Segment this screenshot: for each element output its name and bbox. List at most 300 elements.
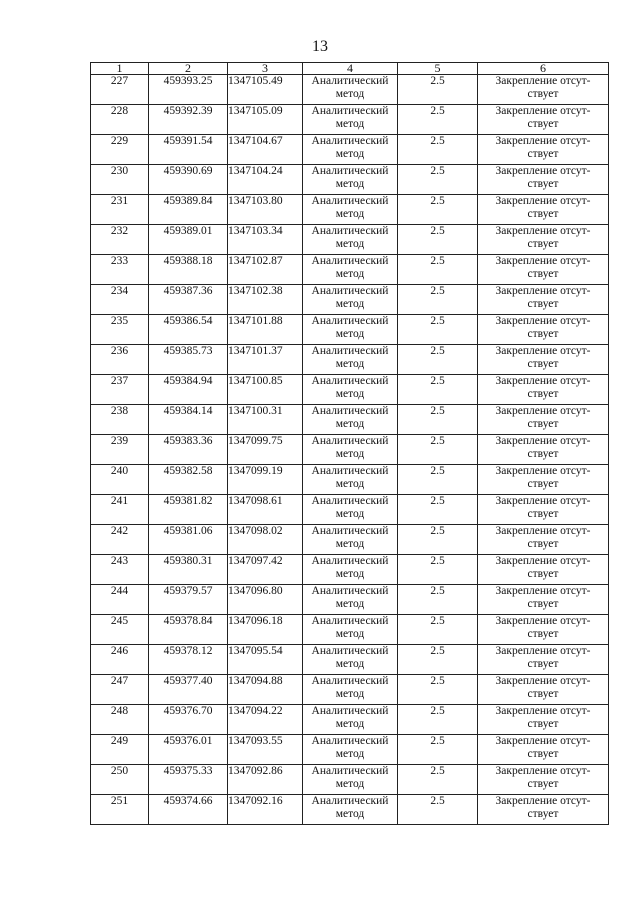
point-number-cell [91,195,149,225]
method-cell-text: Аналитический метод [311,345,389,370]
point-number-cell-text: 229 [110,135,129,147]
y-coordinate-cell [228,285,303,315]
y-coordinate-cell [228,345,303,375]
method-cell-text: Аналитический метод [311,315,389,340]
point-number-cell-text: 244 [110,585,129,597]
note-cell [478,435,609,465]
point-number-cell [91,555,149,585]
point-number-cell [91,255,149,285]
accuracy-cell-text: 2.5 [430,225,445,237]
x-coordinate-cell [149,765,228,795]
x-coordinate-cell-text: 459380.31 [163,555,213,567]
accuracy-cell [398,465,478,495]
table-row [91,105,609,135]
note-cell-text: Закрепление отсут- ствует [495,165,591,190]
x-coordinate-cell [149,225,228,255]
note-cell [478,465,609,495]
note-cell [478,345,609,375]
note-cell [478,705,609,735]
point-number-cell-text: 246 [110,645,129,657]
y-coordinate-cell-text: 1347092.16 [228,795,283,807]
point-number-cell-text: 239 [110,435,129,447]
point-number-cell [91,165,149,195]
point-number-cell-text: 248 [110,705,129,717]
note-cell [478,285,609,315]
accuracy-cell [398,225,478,255]
y-coordinate-cell-text: 1347094.88 [228,675,283,687]
x-coordinate-cell-text: 459376.70 [163,705,213,717]
y-coordinate-cell [228,225,303,255]
y-coordinate-cell [228,135,303,165]
y-coordinate-cell-text: 1347095.54 [228,645,283,657]
method-cell [303,645,398,675]
y-coordinate-cell-text: 1347100.85 [228,375,283,387]
x-coordinate-cell [149,315,228,345]
point-number-cell-text: 249 [110,735,129,747]
accuracy-cell-text: 2.5 [430,465,445,477]
y-coordinate-cell [228,375,303,405]
point-number-cell-text: 242 [110,525,129,537]
accuracy-cell-text: 2.5 [430,795,445,807]
accuracy-cell [398,675,478,705]
method-cell [303,195,398,225]
method-cell [303,435,398,465]
note-cell [478,225,609,255]
x-coordinate-cell [149,165,228,195]
accuracy-cell-text: 2.5 [430,375,445,387]
y-coordinate-cell-text: 1347096.18 [228,615,283,627]
accuracy-cell-text: 2.5 [430,135,445,147]
table-row [91,405,609,435]
y-coordinate-cell [228,75,303,105]
x-coordinate-cell-text: 459381.06 [163,525,213,537]
y-coordinate-cell-text: 1347101.88 [228,315,283,327]
point-number-cell-text: 234 [110,285,129,297]
y-coordinate-cell-text: 1347102.87 [228,255,283,267]
x-coordinate-cell [149,75,228,105]
point-number-cell [91,705,149,735]
header-row [91,63,609,75]
note-cell [478,165,609,195]
note-cell [478,675,609,705]
note-cell-text: Закрепление отсут- ствует [495,285,591,310]
point-number-cell-text: 240 [110,465,129,477]
method-cell [303,705,398,735]
accuracy-cell [398,135,478,165]
method-cell [303,615,398,645]
note-cell-text: Закрепление отсут- ствует [495,465,591,490]
method-cell [303,165,398,195]
method-cell-text: Аналитический метод [311,465,389,490]
x-coordinate-cell [149,465,228,495]
y-coordinate-cell [228,735,303,765]
x-coordinate-cell-text: 459385.73 [163,345,213,357]
table-row [91,675,609,705]
y-coordinate-cell-text: 1347103.34 [228,225,283,237]
method-cell-text: Аналитический метод [311,135,389,160]
method-cell-text: Аналитический метод [311,555,389,580]
table-row [91,645,609,675]
y-coordinate-cell [228,405,303,435]
y-coordinate-cell [228,255,303,285]
method-cell [303,375,398,405]
point-number-cell-text: 250 [110,765,129,777]
method-cell [303,315,398,345]
note-cell-text: Закрепление отсут- ствует [495,345,591,370]
note-cell-text: Закрепление отсут- ствует [495,795,591,820]
method-cell [303,525,398,555]
header-col-3: 3 [228,63,303,75]
accuracy-cell-text: 2.5 [430,585,445,597]
method-cell-text: Аналитический метод [311,435,389,460]
y-coordinate-cell-text: 1347099.75 [228,435,283,447]
note-cell-text: Закрепление отсут- ствует [495,495,591,520]
method-cell [303,285,398,315]
header-col-2: 2 [149,63,228,75]
method-cell-text: Аналитический метод [311,585,389,610]
y-coordinate-cell [228,645,303,675]
header-col-1: 1 [91,63,149,75]
x-coordinate-cell-text: 459389.84 [163,195,213,207]
method-cell-text: Аналитический метод [311,375,389,400]
accuracy-cell-text: 2.5 [430,165,445,177]
point-number-cell [91,795,149,825]
method-cell-text: Аналитический метод [311,75,389,100]
point-number-cell [91,615,149,645]
y-coordinate-cell [228,585,303,615]
note-cell-text: Закрепление отсут- ствует [495,645,591,670]
method-cell [303,255,398,285]
y-coordinate-cell-text: 1347102.38 [228,285,283,297]
accuracy-cell-text: 2.5 [430,525,445,537]
x-coordinate-cell [149,375,228,405]
accuracy-cell [398,345,478,375]
point-number-cell [91,495,149,525]
accuracy-cell [398,705,478,735]
method-cell-text: Аналитический метод [311,495,389,520]
x-coordinate-cell [149,285,228,315]
table-row [91,165,609,195]
y-coordinate-cell-text: 1347104.67 [228,135,283,147]
note-cell-text: Закрепление отсут- ствует [495,615,591,640]
method-cell-text: Аналитический метод [311,765,389,790]
method-cell [303,675,398,705]
accuracy-cell-text: 2.5 [430,315,445,327]
note-cell-text: Закрепление отсут- ствует [495,525,591,550]
accuracy-cell [398,255,478,285]
note-cell-text: Закрепление отсут- ствует [495,705,591,730]
accuracy-cell-text: 2.5 [430,705,445,717]
table-body [91,75,609,825]
x-coordinate-cell [149,525,228,555]
point-number-cell-text: 247 [110,675,129,687]
note-cell [478,75,609,105]
accuracy-cell [398,165,478,195]
accuracy-cell [398,615,478,645]
x-coordinate-cell-text: 459390.69 [163,165,213,177]
y-coordinate-cell [228,765,303,795]
x-coordinate-cell-text: 459374.66 [163,795,213,807]
method-cell-text: Аналитический метод [311,405,389,430]
page-number: 13 [312,38,328,55]
table-row [91,75,609,105]
x-coordinate-cell-text: 459392.39 [163,105,213,117]
point-number-cell-text: 245 [110,615,129,627]
note-cell-text: Закрепление отсут- ствует [495,315,591,340]
accuracy-cell [398,555,478,585]
x-coordinate-cell [149,195,228,225]
table-row [91,375,609,405]
table-row [91,465,609,495]
header-col-6: 6 [478,63,609,75]
note-cell-text: Закрепление отсут- ствует [495,75,591,100]
note-cell [478,135,609,165]
accuracy-cell-text: 2.5 [430,675,445,687]
y-coordinate-cell [228,495,303,525]
table-row [91,525,609,555]
method-cell [303,405,398,435]
accuracy-cell [398,285,478,315]
x-coordinate-cell-text: 459376.01 [163,735,213,747]
note-cell-text: Закрепление отсут- ствует [495,735,591,760]
y-coordinate-cell-text: 1347100.31 [228,405,283,417]
accuracy-cell-text: 2.5 [430,255,445,267]
accuracy-cell [398,765,478,795]
note-cell [478,375,609,405]
note-cell-text: Закрепление отсут- ствует [495,375,591,400]
point-number-cell-text: 232 [110,225,129,237]
note-cell-text: Закрепление отсут- ствует [495,765,591,790]
x-coordinate-cell-text: 459379.57 [163,585,213,597]
point-number-cell-text: 233 [110,255,129,267]
method-cell-text: Аналитический метод [311,285,389,310]
x-coordinate-cell [149,795,228,825]
accuracy-cell-text: 2.5 [430,645,445,657]
x-coordinate-cell [149,585,228,615]
method-cell-text: Аналитический метод [311,795,389,820]
accuracy-cell-text: 2.5 [430,105,445,117]
note-cell [478,405,609,435]
table-header [91,63,609,75]
accuracy-cell [398,795,478,825]
y-coordinate-cell [228,795,303,825]
point-number-cell-text: 238 [110,405,129,417]
point-number-cell [91,525,149,555]
y-coordinate-cell [228,195,303,225]
accuracy-cell [398,435,478,465]
point-number-cell [91,765,149,795]
y-coordinate-cell-text: 1347099.19 [228,465,283,477]
point-number-cell [91,345,149,375]
x-coordinate-cell-text: 459378.84 [163,615,213,627]
note-cell-text: Закрепление отсут- ствует [495,555,591,580]
point-number-cell [91,585,149,615]
method-cell [303,105,398,135]
note-cell [478,735,609,765]
note-cell [478,255,609,285]
y-coordinate-cell [228,615,303,645]
note-cell [478,585,609,615]
point-number-cell [91,435,149,465]
accuracy-cell [398,105,478,135]
point-number-cell [91,675,149,705]
point-number-cell [91,465,149,495]
point-number-cell [91,135,149,165]
table-row [91,705,609,735]
x-coordinate-cell [149,705,228,735]
x-coordinate-cell-text: 459388.18 [163,255,213,267]
point-number-cell-text: 237 [110,375,129,387]
point-number-cell-text: 231 [110,195,129,207]
point-number-cell [91,105,149,135]
x-coordinate-cell-text: 459381.82 [163,495,213,507]
method-cell [303,495,398,525]
accuracy-cell-text: 2.5 [430,555,445,567]
accuracy-cell-text: 2.5 [430,75,445,87]
method-cell [303,135,398,165]
x-coordinate-cell-text: 459384.14 [163,405,213,417]
method-cell-text: Аналитический метод [311,615,389,640]
accuracy-cell [398,735,478,765]
x-coordinate-cell [149,135,228,165]
accuracy-cell-text: 2.5 [430,285,445,297]
point-number-cell-text: 230 [110,165,129,177]
x-coordinate-cell-text: 459389.01 [163,225,213,237]
method-cell [303,765,398,795]
accuracy-cell [398,75,478,105]
note-cell [478,555,609,585]
method-cell [303,465,398,495]
x-coordinate-cell-text: 459391.54 [163,135,213,147]
note-cell-text: Закрепление отсут- ствует [495,195,591,220]
point-number-cell-text: 236 [110,345,129,357]
accuracy-cell [398,525,478,555]
x-coordinate-cell [149,675,228,705]
y-coordinate-cell-text: 1347098.61 [228,495,283,507]
y-coordinate-cell [228,315,303,345]
note-cell [478,195,609,225]
y-coordinate-cell-text: 1347097.42 [228,555,283,567]
y-coordinate-cell-text: 1347093.55 [228,735,283,747]
table-row [91,585,609,615]
point-number-cell [91,405,149,435]
accuracy-cell-text: 2.5 [430,195,445,207]
note-cell [478,495,609,525]
note-cell [478,615,609,645]
x-coordinate-cell [149,345,228,375]
header-col-5: 5 [398,63,478,75]
note-cell [478,525,609,555]
accuracy-cell [398,645,478,675]
method-cell [303,735,398,765]
x-coordinate-cell [149,435,228,465]
x-coordinate-cell-text: 459382.58 [163,465,213,477]
table-row [91,495,609,525]
x-coordinate-cell [149,555,228,585]
note-cell-text: Закрепление отсут- ствует [495,585,591,610]
note-cell-text: Закрепление отсут- ствует [495,135,591,160]
y-coordinate-cell [228,675,303,705]
accuracy-cell-text: 2.5 [430,495,445,507]
x-coordinate-cell [149,495,228,525]
method-cell [303,555,398,585]
method-cell-text: Аналитический метод [311,165,389,190]
y-coordinate-cell-text: 1347094.22 [228,705,283,717]
table-row [91,555,609,585]
method-cell-text: Аналитический метод [311,525,389,550]
method-cell-text: Аналитический метод [311,645,389,670]
y-coordinate-cell-text: 1347105.09 [228,105,283,117]
note-cell [478,795,609,825]
x-coordinate-cell [149,615,228,645]
accuracy-cell-text: 2.5 [430,405,445,417]
accuracy-cell-text: 2.5 [430,735,445,747]
y-coordinate-cell [228,525,303,555]
x-coordinate-cell-text: 459386.54 [163,315,213,327]
table-row [91,255,609,285]
y-coordinate-cell [228,705,303,735]
accuracy-cell-text: 2.5 [430,615,445,627]
x-coordinate-cell-text: 459377.40 [163,675,213,687]
table-row [91,135,609,165]
table-row [91,225,609,255]
method-cell [303,795,398,825]
point-number-cell-text: 235 [110,315,129,327]
y-coordinate-cell [228,105,303,135]
accuracy-cell [398,405,478,435]
table-row [91,735,609,765]
method-cell [303,225,398,255]
note-cell [478,765,609,795]
table-row [91,285,609,315]
point-number-cell-text: 228 [110,105,129,117]
x-coordinate-cell [149,105,228,135]
point-number-cell-text: 227 [110,75,129,87]
x-coordinate-cell [149,405,228,435]
accuracy-cell-text: 2.5 [430,345,445,357]
x-coordinate-cell [149,735,228,765]
note-cell-text: Закрепление отсут- ствует [495,255,591,280]
note-cell-text: Закрепление отсут- ствует [495,225,591,250]
table-row [91,795,609,825]
method-cell-text: Аналитический метод [311,225,389,250]
y-coordinate-cell-text: 1347098.02 [228,525,283,537]
note-cell-text: Закрепление отсут- ствует [495,675,591,700]
header-col-4: 4 [303,63,398,75]
x-coordinate-cell [149,645,228,675]
method-cell [303,345,398,375]
x-coordinate-cell-text: 459383.36 [163,435,213,447]
accuracy-cell-text: 2.5 [430,435,445,447]
accuracy-cell-text: 2.5 [430,765,445,777]
table-row [91,765,609,795]
point-number-cell [91,735,149,765]
x-coordinate-cell-text: 459387.36 [163,285,213,297]
point-number-cell [91,285,149,315]
accuracy-cell [398,315,478,345]
y-coordinate-cell-text: 1347101.37 [228,345,283,357]
note-cell [478,315,609,345]
y-coordinate-cell [228,465,303,495]
point-number-cell [91,225,149,255]
coordinates-table [90,62,609,825]
table-row [91,345,609,375]
method-cell-text: Аналитический метод [311,105,389,130]
point-number-cell-text: 243 [110,555,129,567]
table-row [91,315,609,345]
y-coordinate-cell-text: 1347104.24 [228,165,283,177]
y-coordinate-cell [228,165,303,195]
